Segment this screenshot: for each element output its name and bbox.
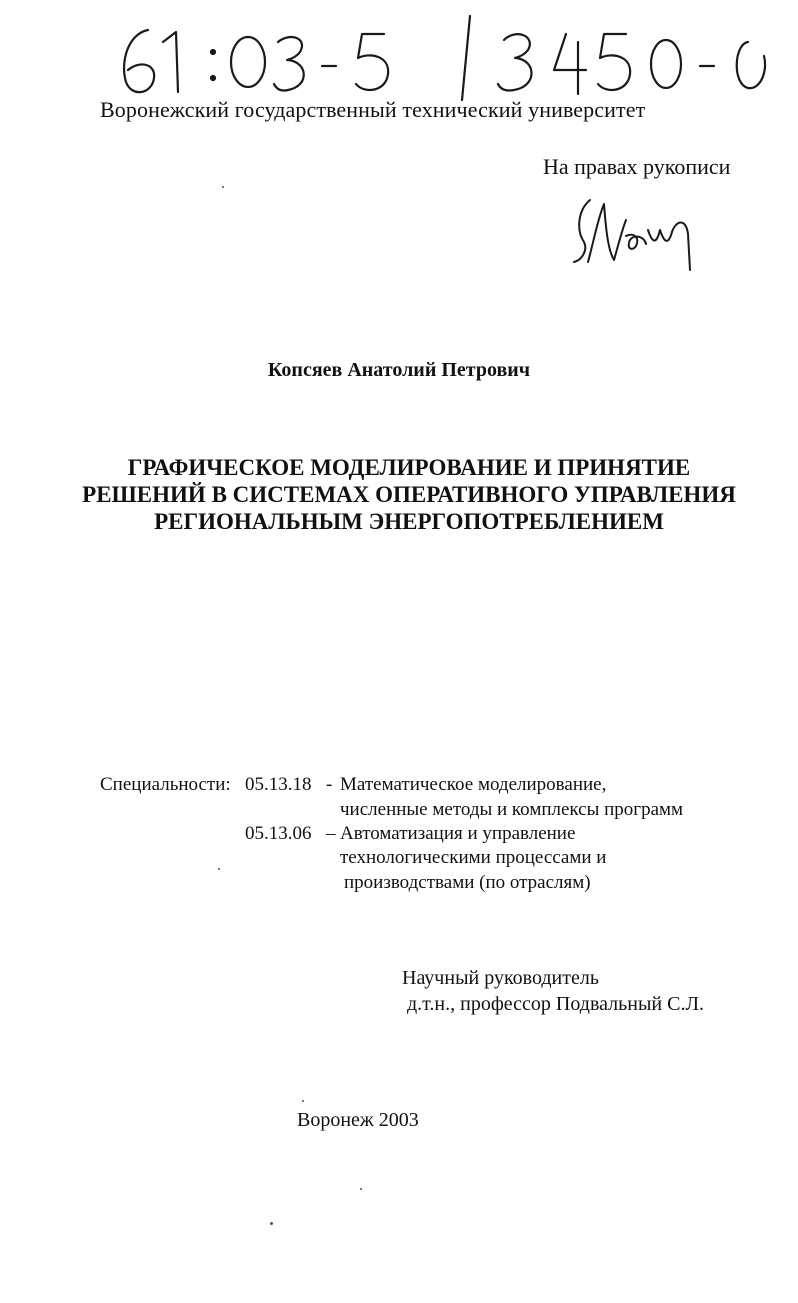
author-signature [568,190,703,275]
specialty-description-line: численные методы и комплексы программ [340,799,684,820]
specialty-separator: - [326,774,333,795]
specialty-description-line: производствами (по отраслям) [344,872,591,893]
specialties-label: Специальности: [100,774,231,795]
advisor-label: Научный руководитель [402,967,599,989]
specialty-code: 05.13.18 [245,774,312,795]
specialty-separator: – [326,823,336,844]
dissertation-title [20,454,798,535]
manuscript-rights-note: На правах рукописи [543,154,731,179]
scan-speck [302,1100,304,1102]
specialty-description-line: Автоматизация и управление [340,823,576,844]
title-line: ГРАФИЧЕСКОЕ МОДЕЛИРОВАНИЕ И ПРИНЯТИЕ [127,455,691,480]
handwritten-archive-code [108,12,778,102]
specialty-code: 05.13.06 [245,823,312,844]
city-year: Воронеж 2003 [297,1109,419,1131]
title-line: РЕГИОНАЛЬНЫМ ЭНЕРГОПОТРЕБЛЕНИЕМ [154,509,664,534]
scan-speck [222,186,224,188]
scan-speck [270,1222,273,1225]
specialty-description-line: технологическими процессами и [340,847,607,868]
university-name: Воронежский государственный технический университет [100,97,646,122]
specialty-description-line: Математическое моделирование, [340,774,607,795]
author-name: Копсяев Анатолий Петрович [267,359,531,381]
scan-speck [218,868,220,870]
advisor-name: д.т.н., профессор Подвальный С.Л. [407,993,705,1015]
title-line: РЕШЕНИЙ В СИСТЕМАХ ОПЕРАТИВНОГО УПРАВЛЕНИЯ [82,482,736,507]
scan-speck [360,1188,362,1190]
